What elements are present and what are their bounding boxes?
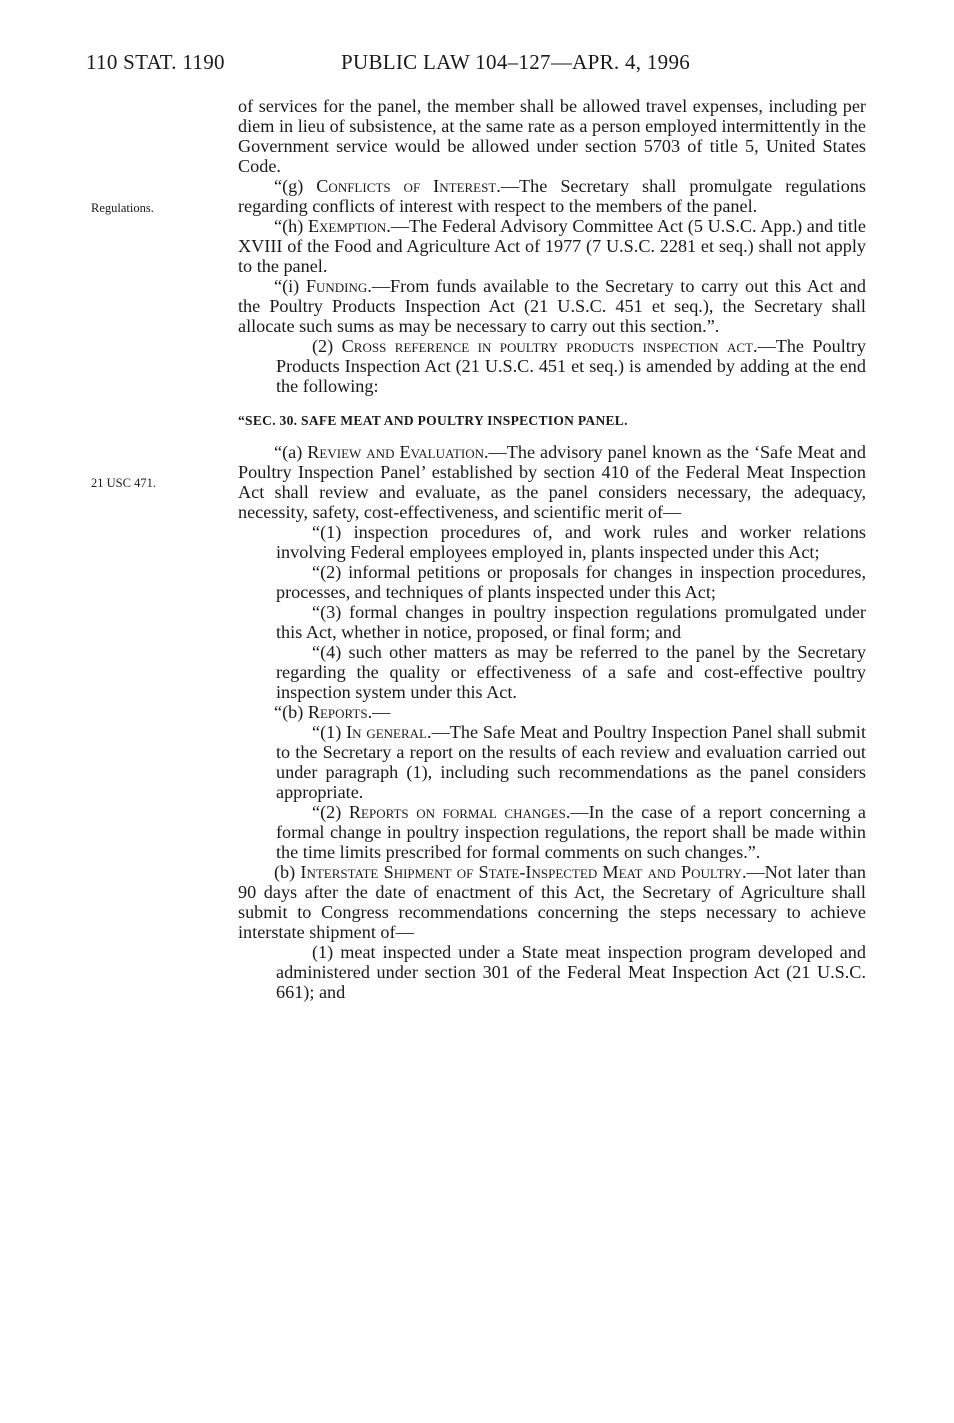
subsection-b: “(b) Reports.— xyxy=(274,702,391,722)
paragraph-heading: Cross reference in poultry products inspection act xyxy=(341,336,753,356)
list-item: “(2) informal petitions or proposals for changes in inspection procedures, processes, and techniques of plants inspected under this Act; xyxy=(276,562,866,602)
subsection-a: “(a) Review and Evaluation.—The advisory panel known as the ‘Safe Meat and Poultry Inspection Panel’ established by section 410 of the Federal Meat Inspection Act shall review and evaluate, as the panel considers necessary, the adequacy, necessity, safety, cost-effectiveness, and scientific merit of— xyxy=(238,442,866,522)
running-head: PUBLIC LAW 104–127—APR. 4, 1996 xyxy=(341,50,691,74)
subsection-heading: Review and Evaluation xyxy=(307,442,484,462)
paragraph-in-general: “(1) In general.—The Safe Meat and Poultry Inspection Panel shall submit to the Secretary a report on the results of each review and evaluation carried out under paragraph (1), including such recommendations as the panel considers appropriate. xyxy=(276,722,867,802)
subsection-g: “(g) Conflicts of Interest.—The Secretary shall promulgate regulations regarding conflicts of interest with respect to the members of the panel. xyxy=(238,176,867,216)
subsection-heading: Funding xyxy=(305,276,368,296)
paragraph-formal-changes: “(2) Reports on formal changes.—In the case of a report concerning a formal change in poultry inspection regulations, the report shall be made within the time limits prescribed for formal comments on such changes.”. xyxy=(276,802,867,862)
subsection-heading: Reports xyxy=(307,702,368,722)
list-item: “(1) inspection procedures of, and work rules and worker relations involving Federal employees employed in, plants inspected under this Act; xyxy=(276,522,866,562)
paragraph-heading: In general xyxy=(346,722,428,742)
subsection-h: “(h) Exemption.—The Federal Advisory Committee Act (5 U.S.C. App.) and title XVIII of the Food and Agriculture Act of 1977 (7 U.S.C. 2281 et seq.) shall not apply to the panel. xyxy=(238,216,866,276)
section-heading: “SEC. 30. SAFE MEAT AND POULTRY INSPECTION PANEL. xyxy=(238,413,628,428)
paragraph-continuation: of services for the panel, the member shall be allowed travel expenses, including per diem in lieu of subsistence, at the same rate as a person employed intermittently in the Government service would be allowed under section 5703 of title 5, United States Code. xyxy=(238,96,866,176)
document-body xyxy=(238,96,866,1002)
subsection-heading: Interstate Shipment of State-Inspected Meat and Poultry xyxy=(300,862,742,882)
list-item: “(4) such other matters as may be referred to the panel by the Secretary regarding the quality or effectiveness of a safe and cost-effective poultry inspection system under this Act. xyxy=(276,642,866,702)
subsection-heading: Exemption xyxy=(307,216,387,236)
paragraph-cross-reference: (2) Cross reference in poultry products inspection act.—The Poultry Products Inspection Act (21 U.S.C. 451 et seq.) is amended by adding at the end the following: xyxy=(276,336,866,396)
paragraph-heading: Reports on formal changes xyxy=(348,802,566,822)
list-item: “(3) formal changes in poultry inspection regulations promulgated under this Act, whether in notice, proposed, or final form; and xyxy=(276,602,866,642)
statute-citation: 110 STAT. 1190 xyxy=(86,50,225,74)
subsection-interstate-shipment: (b) Interstate Shipment of State-Inspected Meat and Poultry.—Not later than 90 days after the date of enactment of this Act, the Secretary of Agriculture shall submit to Congress recommendations concerning the steps necessary to achieve interstate shipment of— xyxy=(238,862,866,942)
margin-note-usc: 21 USC 471. xyxy=(91,476,156,490)
subsection-i: “(i) Funding.—From funds available to the Secretary to carry out this Act and the Poultry Products Inspection Act (21 U.S.C. 451 et seq.), the Secretary shall allocate such sums as may be necessary to carry out this section.”. xyxy=(238,276,866,336)
list-item: (1) meat inspected under a State meat inspection program developed and administered under section 301 of the Federal Meat Inspection Act (21 U.S.C. 661); and xyxy=(276,942,866,1002)
margin-note-regulations: Regulations. xyxy=(91,201,154,215)
subsection-heading: Conflicts of Interest xyxy=(316,176,497,196)
